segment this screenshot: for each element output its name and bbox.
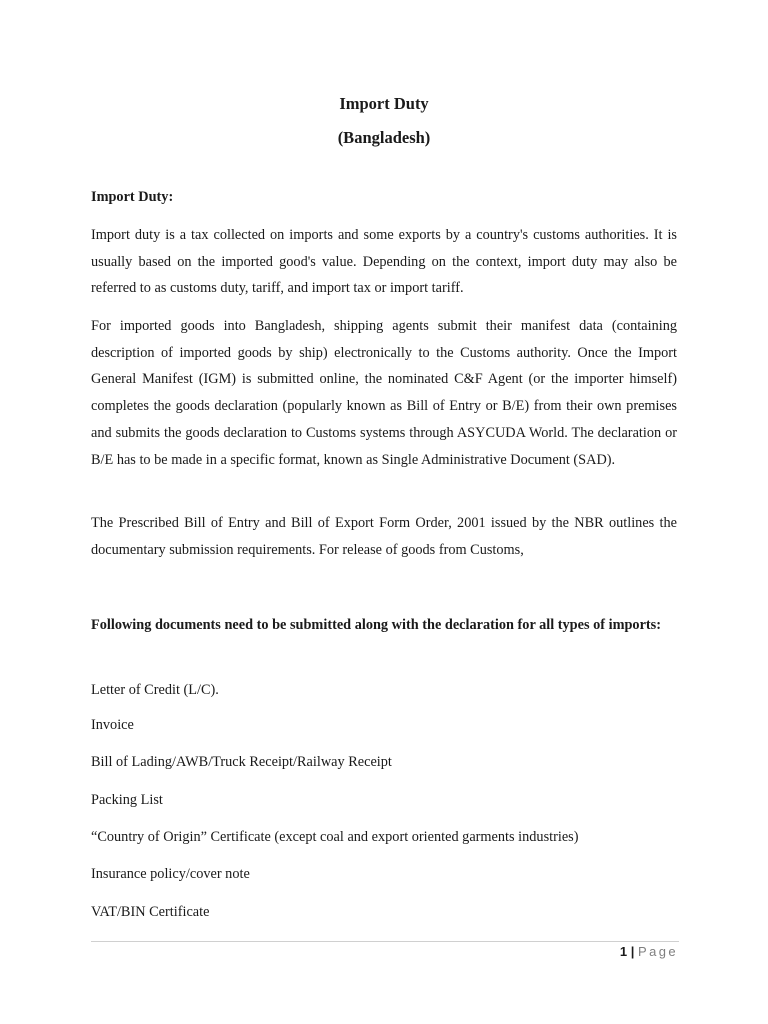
paragraph-process: For imported goods into Bangladesh, shipping agents submit their manifest data (containing description of imported goods by ship) electronically to the Customs authority. Once the Import General Manifest (IGM) is submitted online, the nominated C&F Agent (or the importer himself) completes the goods declaration (popularly known as Bill of Entry or B/E) from their own premises and submits the goods declaration to Customs systems through ASYCUDA World. The declaration or B/E has to be made in a specific format, known as Single Administrative Document (SAD). — [91, 318, 677, 468]
paragraph-definition: Import duty is a tax collected on imports and some exports by a country's customs authorities. It is usually based on the imported good's value. Depending on the context, import duty may also be referred to as customs duty, tariff, and import tax or import tariff. — [91, 227, 677, 297]
list-item: Letter of Credit (L/C). — [91, 682, 219, 698]
list-item: Insurance policy/cover note — [91, 866, 250, 882]
page-subtitle: (Bangladesh) — [337, 128, 431, 147]
page-title: Import Duty — [339, 94, 429, 113]
page-footer — [620, 942, 678, 962]
section-heading: Import Duty: — [91, 189, 174, 205]
list-item: “Country of Origin” Certificate (except coal and export oriented garments industries) — [91, 829, 579, 845]
list-item: VAT/BIN Certificate — [91, 904, 210, 920]
documents-heading: Following documents need to be submitted along with the declaration for all types of imports: — [91, 617, 662, 633]
list-item: Bill of Lading/AWB/Truck Receipt/Railway Receipt — [91, 754, 392, 770]
paragraph-order: The Prescribed Bill of Entry and Bill of Export Form Order, 2001 issued by the NBR outlines the documentary submission requirements. For release of goods from Customs, — [91, 515, 677, 558]
list-item: Packing List — [91, 792, 163, 808]
page-label: Page — [638, 944, 678, 959]
footer-separator: | — [630, 944, 635, 959]
footer-divider — [91, 941, 679, 942]
list-item: Invoice — [91, 717, 134, 733]
page-number: 1 — [619, 944, 628, 959]
